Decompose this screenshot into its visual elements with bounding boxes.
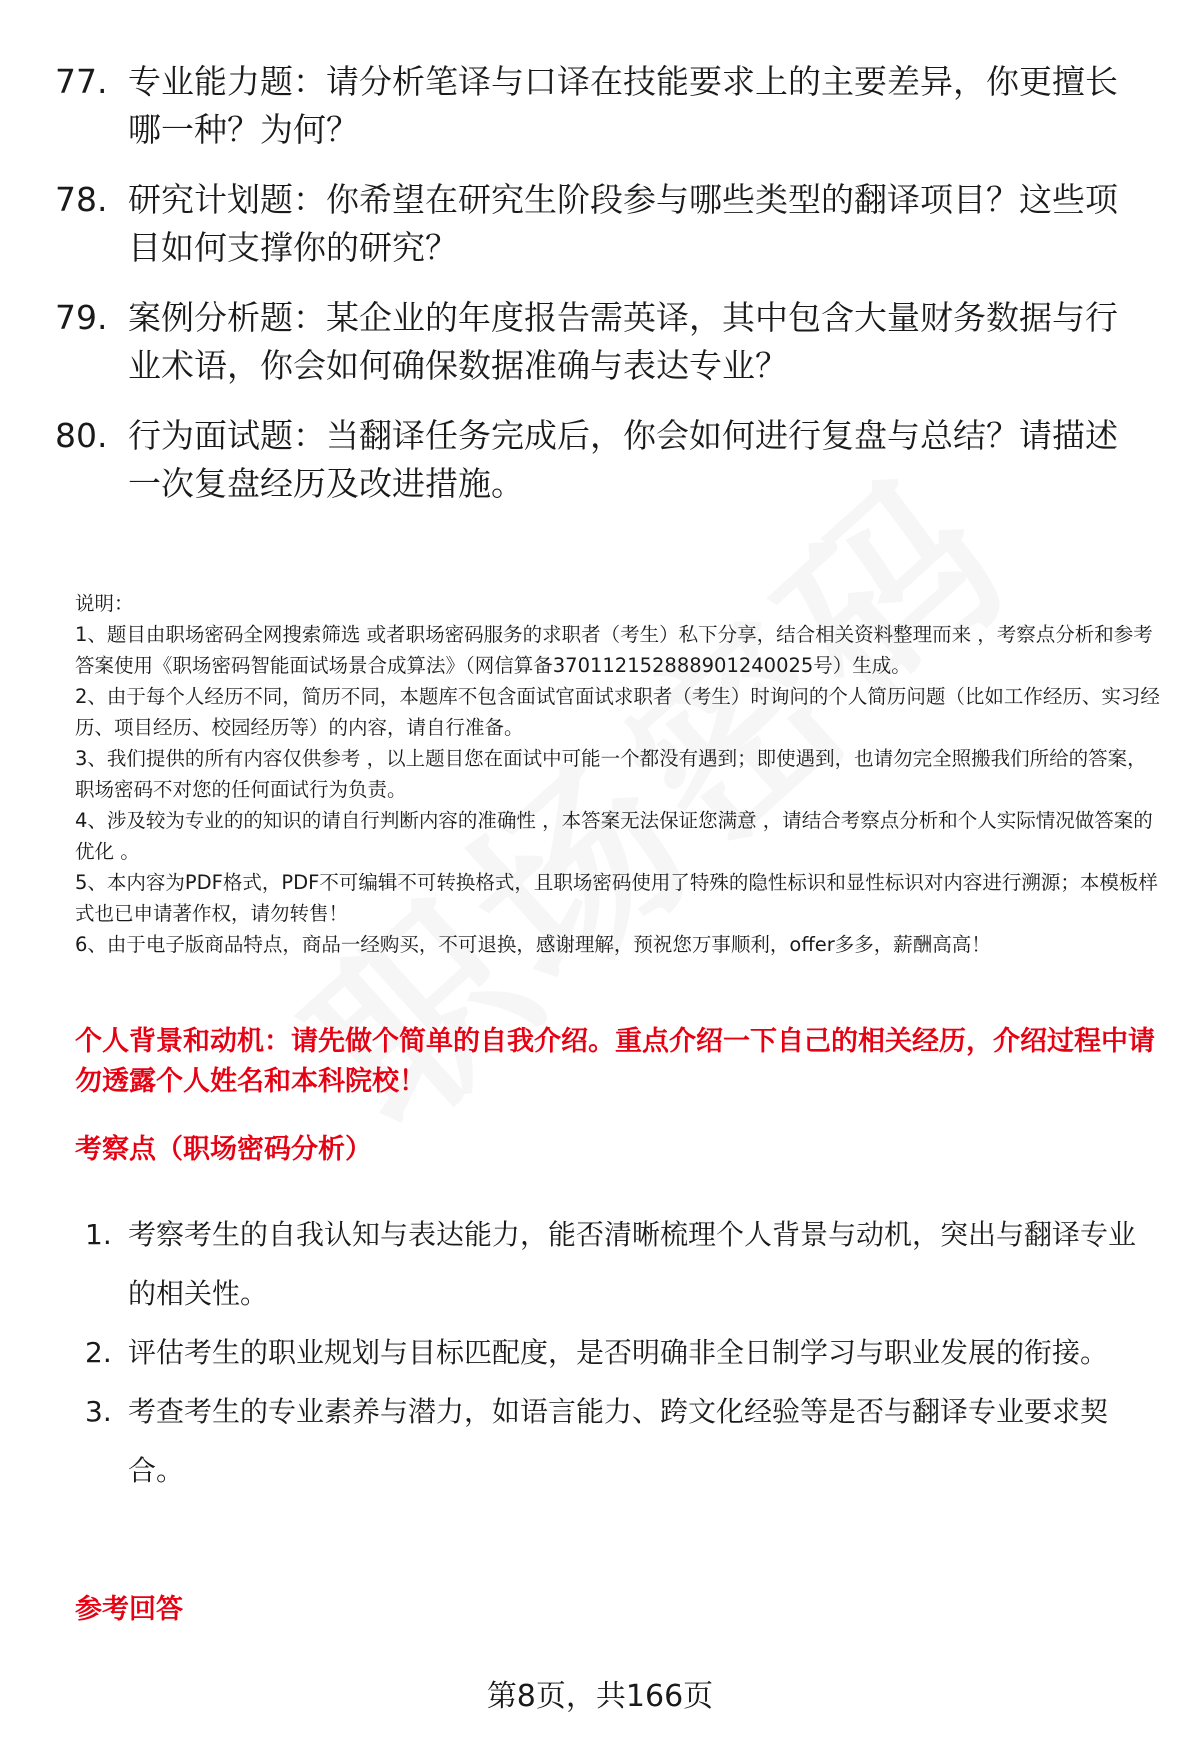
question-item <box>55 412 1145 508</box>
answer-heading: 参考回答 <box>75 1594 183 1625</box>
note-item: 1、题目由职场密码全网搜索筛选 或者职场密码服务的求职者（考生）私下分享，结合相关资料整理而来 ，考察点分析和参考答案使用《职场密码智能面试场景合成算法》（网信算备370112152888901240025号）生成。 <box>75 623 1153 677</box>
question-text: 研究计划题：你希望在研究生阶段参与哪些类型的翻译项目？这些项目如何支撑你的研究？ <box>128 180 1118 267</box>
question-text: 案例分析题：某企业的年度报告需英译，其中包含大量财务数据与行业术语，你会如何确保数据准确与表达专业？ <box>128 298 1118 385</box>
note-item: 2、由于每个人经历不同，简历不同，本题库不包含面试官面试求职者（考生）时询问的个人简历问题（比如工作经历、实习经历、项目经历、校园经历等）的内容，请自行准备。 <box>75 685 1160 739</box>
point-text: 考查考生的专业素养与潜力，如语言能力、跨文化经验等是否与翻译专业要求契合。 <box>128 1395 1109 1487</box>
point-item <box>85 1382 1155 1500</box>
note-item: 5、本内容为PDF格式，PDF不可编辑不可转换格式，且职场密码使用了特殊的隐性标识和显性标识对内容进行溯源；本模板样式也已申请著作权，请勿转售！ <box>75 871 1158 925</box>
points-heading: 考察点（职场密码分析） <box>75 1134 372 1165</box>
question-item <box>55 58 1145 154</box>
question-number: 78. <box>55 180 108 219</box>
note-item: 3、我们提供的所有内容仅供参考 ，以上题目您在面试中可能一个都没有遇到；即使遇到，也请勿完全照搬我们所给的答案，职场密码不对您的任何面试行为负责。 <box>75 747 1147 801</box>
point-number: 2. <box>85 1336 112 1369</box>
note-item: 4、涉及较为专业的的知识的请自行判断内容的准确性 ，本答案无法保证您满意 ，请结合考察点分析和个人实际情况做答案的优化 。 <box>75 809 1153 863</box>
point-item <box>85 1323 1155 1382</box>
question-number: 80. <box>55 416 108 455</box>
question-item <box>55 294 1145 390</box>
points-list <box>85 1205 1155 1500</box>
question-number: 79. <box>55 298 108 337</box>
question-number: 77. <box>55 62 108 101</box>
point-number: 1. <box>85 1218 112 1251</box>
point-item <box>85 1205 1155 1323</box>
page-footer: 第8页，共166页 <box>486 1679 714 1714</box>
notes-title: 说明： <box>75 592 134 615</box>
question-text: 专业能力题：请分析笔译与口译在技能要求上的主要差异，你更擅长哪一种？为何？ <box>128 62 1118 149</box>
question-list <box>55 58 1145 530</box>
note-item: 6、由于电子版商品特点，商品一经购买，不可退换，感谢理解，预祝您万事顺利，offer多多，薪酬高高！ <box>75 933 991 956</box>
point-text: 评估考生的职业规划与目标匹配度，是否明确非全日制学习与职业发展的衔接。 <box>128 1336 1109 1369</box>
point-text: 考察考生的自我认知与表达能力，能否清晰梳理个人背景与动机，突出与翻译专业的相关性。 <box>128 1218 1137 1310</box>
question-item <box>55 176 1145 272</box>
notes-section <box>75 588 1165 960</box>
question-text: 行为面试题：当翻译任务完成后，你会如何进行复盘与总结？请描述一次复盘经历及改进措施。 <box>128 416 1118 503</box>
intro-question-heading: 个人背景和动机：请先做个简单的自我介绍。重点介绍一下自己的相关经历，介绍过程中请勿透露个人姓名和本科院校！ <box>75 1026 1155 1097</box>
point-number: 3. <box>85 1395 112 1428</box>
